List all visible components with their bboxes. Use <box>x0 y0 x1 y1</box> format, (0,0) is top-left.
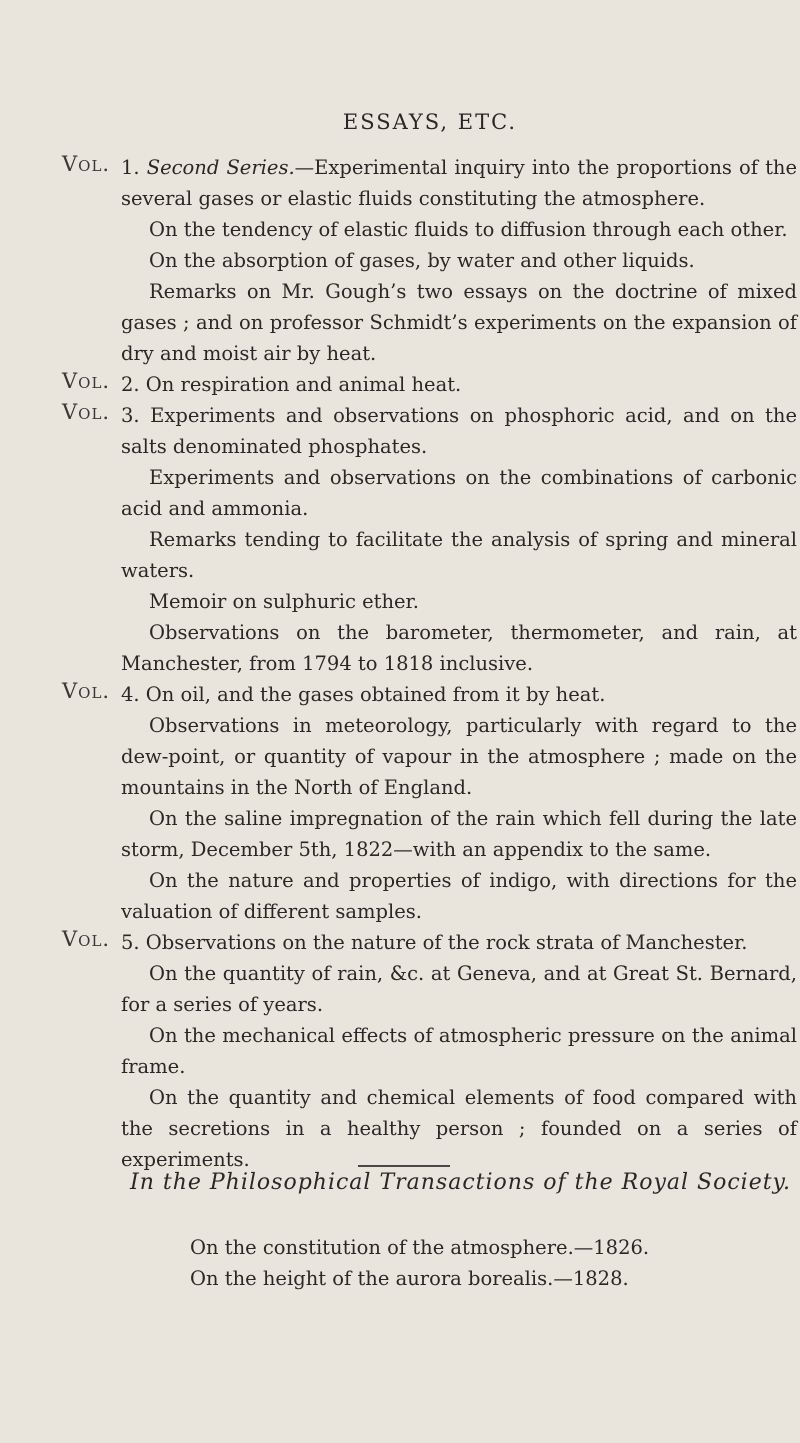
volume-5 <box>62 927 797 1175</box>
section-divider <box>358 1165 450 1167</box>
running-header: ESSAYS, ETC. <box>342 110 518 134</box>
entry-item: Memoir on sulphuric ether. <box>149 590 419 613</box>
volume-label: Vol. <box>62 400 111 424</box>
volume-label: Vol. <box>62 369 111 393</box>
volume-entry: 2. On respiration and animal heat. <box>121 373 462 396</box>
volume-number: 1. <box>121 156 140 179</box>
volume-entry: 5. Observations on the nature of the rock strata of Manchester. <box>121 931 748 954</box>
entry-item: On the quantity and chemical elements of food compared with the secretions in a healthy person ; founded on a series of experiments. <box>121 1086 797 1171</box>
volume-entry <box>121 152 797 214</box>
entry-item: Remarks tending to facilitate the analysis of spring and mineral waters. <box>121 528 797 582</box>
entry-item: On the saline impregnation of the rain which fell during the late storm, December 5th, 1822—with an appendix to the same. <box>121 807 797 861</box>
entry-item: On the nature and properties of indigo, with directions for the valuation of different samples. <box>121 869 797 923</box>
volume-label: Vol. <box>62 679 111 703</box>
volume-1 <box>62 152 797 369</box>
transactions-item: On the constitution of the atmosphere.—1826. <box>190 1236 650 1259</box>
volume-label: Vol. <box>62 152 111 176</box>
volume-entry: 3. Experiments and observations on phosphoric acid, and on the salts denominated phosphates. <box>121 404 797 458</box>
volume-list <box>62 152 797 1175</box>
volume-label: Vol. <box>62 927 111 951</box>
entry-item: On the quantity of rain, &c. at Geneva, and at Great St. Bernard, for a series of years. <box>121 962 797 1016</box>
entry-item: On the mechanical effects of atmospheric pressure on the animal frame. <box>121 1024 797 1078</box>
entry-text: —Experimental inquiry into the proportions of the several gases or elastic fluids constituting the atmosphere. <box>121 156 797 210</box>
series-title: Second Series. <box>146 156 295 179</box>
transactions-item: On the height of the aurora borealis.—1828. <box>190 1267 629 1290</box>
transactions-list <box>190 1232 649 1294</box>
section-heading: In the Philosophical Transactions of the Royal Society. <box>130 1170 792 1195</box>
entry-item: Experiments and observations on the combinations of carbonic acid and ammonia. <box>121 466 797 520</box>
entry-item: Remarks on Mr. Gough’s two essays on the doctrine of mixed gases ; and on professor Schmidt’s experiments on the expansion of dry and moist air by heat. <box>121 280 797 365</box>
entry-item: On the absorption of gases, by water and other liquids. <box>149 249 695 272</box>
volume-entry: 4. On oil, and the gases obtained from it by heat. <box>121 683 606 706</box>
volume-4 <box>62 679 797 927</box>
entry-item: Observations on the barometer, thermometer, and rain, at Manchester, from 1794 to 1818 inclusive. <box>121 621 797 675</box>
entry-item: Observations in meteorology, particularly with regard to the dew-point, or quantity of vapour in the atmosphere ; made on the mountains in the North of England. <box>121 714 797 799</box>
volume-2 <box>62 369 797 400</box>
volume-3 <box>62 400 797 679</box>
entry-item: On the tendency of elastic fluids to diffusion through each other. <box>149 218 788 241</box>
